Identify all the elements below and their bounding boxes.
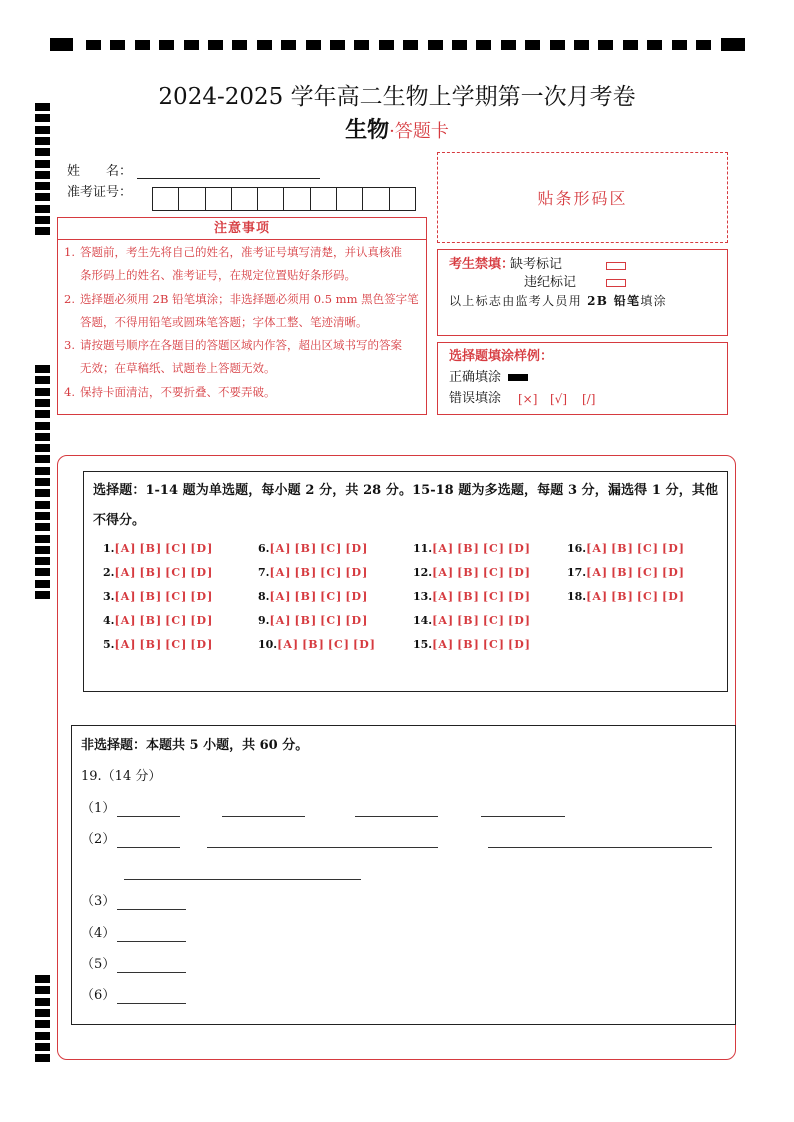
answer-line[interactable] — [124, 879, 361, 880]
option-bubble-d[interactable]: [D] — [345, 614, 369, 627]
part-2-label: （2） — [81, 832, 116, 847]
option-bubble-b[interactable]: [B] — [457, 638, 480, 651]
timing-mark — [35, 489, 50, 497]
option-bubble-c[interactable]: [C] — [165, 590, 188, 603]
option-bubble-c[interactable]: [C] — [636, 566, 659, 579]
answer-line[interactable] — [117, 972, 186, 973]
barcode-area-label: 贴条形码区 — [537, 189, 628, 208]
option-bubble-d[interactable]: [D] — [507, 542, 531, 555]
option-bubble-c[interactable]: [C] — [320, 566, 343, 579]
exam-id-boxes — [152, 187, 416, 211]
timing-mark — [110, 40, 125, 50]
name-field[interactable] — [137, 178, 320, 179]
timing-mark — [35, 171, 50, 179]
timing-mark — [35, 376, 50, 384]
timing-mark — [35, 535, 50, 543]
timing-mark — [208, 40, 223, 50]
timing-mark — [35, 580, 50, 588]
option-bubble-b[interactable]: [B] — [294, 566, 318, 579]
question-number: 6. — [258, 542, 270, 555]
exam-id-digit-box[interactable] — [390, 188, 415, 210]
absent-mark-box — [606, 262, 626, 270]
answer-line[interactable] — [117, 816, 180, 817]
option-bubble-d[interactable]: [D] — [190, 566, 214, 579]
option-bubble-b[interactable]: [B] — [139, 542, 163, 555]
option-bubble-c[interactable]: [C] — [636, 542, 659, 555]
option-bubble-b[interactable]: [B] — [294, 614, 318, 627]
answer-line[interactable] — [117, 1003, 186, 1004]
exam-id-digit-box[interactable] — [311, 188, 337, 210]
timing-mark — [721, 38, 745, 51]
option-bubble-c[interactable]: [C] — [320, 542, 343, 555]
timing-mark — [35, 216, 50, 224]
timing-mark — [232, 40, 247, 50]
timing-mark — [403, 40, 418, 50]
card-subtitle — [0, 116, 794, 146]
timing-mark — [35, 422, 50, 430]
timing-mark — [35, 975, 50, 983]
option-bubble-d[interactable]: [D] — [352, 638, 376, 651]
timing-mark — [159, 40, 174, 50]
answer-line[interactable] — [207, 847, 438, 848]
part-4-label: （4） — [81, 926, 116, 941]
timing-mark — [35, 455, 50, 463]
timing-mark — [330, 40, 345, 50]
exam-id-digit-box[interactable] — [232, 188, 258, 210]
timing-mark — [35, 433, 50, 441]
wrong-fill-check: [√] — [550, 392, 568, 406]
notice-item-text: 保持卡面清洁，不要折叠、不要弄破。 — [80, 384, 276, 399]
timing-mark — [35, 1009, 50, 1017]
exam-id-digit-box[interactable] — [206, 188, 232, 210]
option-bubble-a[interactable]: [A] — [114, 638, 137, 651]
option-bubble-a[interactable]: [A] — [269, 614, 292, 627]
option-bubble-b[interactable]: [B] — [457, 566, 480, 579]
option-bubble-d[interactable]: [D] — [507, 566, 531, 579]
question-19-header: 19.（14 分） — [81, 769, 162, 784]
option-bubble-a[interactable]: [A] — [269, 566, 292, 579]
answer-line[interactable] — [117, 847, 180, 848]
option-bubble-c[interactable]: [C] — [482, 590, 505, 603]
option-bubble-d[interactable]: [D] — [190, 638, 214, 651]
question-number: 7. — [258, 566, 270, 579]
fill-sample-panel — [437, 342, 728, 415]
notice-item-text: 无效；在草稿纸、试题卷上答题无效。 — [80, 361, 276, 376]
answer-line[interactable] — [481, 816, 565, 817]
question-number: 3. — [103, 590, 115, 603]
option-bubble-b[interactable]: [B] — [457, 542, 480, 555]
mcq-question-4 — [103, 614, 216, 628]
timing-mark — [35, 410, 50, 418]
timing-mark — [35, 512, 50, 520]
timing-mark — [35, 399, 50, 407]
free-response-instruction: 非选择题：本题共 5 小题，共 60 分。 — [81, 738, 309, 753]
option-bubble-b[interactable]: [B] — [611, 590, 634, 603]
proctor-note-text: 以上标志由监考人员用 — [449, 294, 583, 308]
option-bubble-b[interactable]: [B] — [294, 542, 318, 555]
timing-mark — [428, 40, 443, 50]
notice-panel — [57, 217, 427, 415]
option-bubble-c[interactable]: [C] — [320, 614, 343, 627]
violation-mark-label: 违纪标记 — [524, 275, 577, 290]
exam-title: 2024-2025 学年高二生物上学期第一次月考卷 — [158, 84, 636, 110]
option-bubble-b[interactable]: [B] — [611, 542, 634, 555]
timing-mark — [379, 40, 394, 50]
exam-id-digit-box[interactable] — [363, 188, 389, 210]
option-bubble-a[interactable]: [A] — [432, 638, 455, 651]
timing-mark — [35, 182, 50, 190]
mcq-question-6 — [258, 542, 371, 556]
timing-mark — [35, 998, 50, 1006]
option-bubble-d[interactable]: [D] — [190, 614, 214, 627]
notice-item-line — [64, 381, 422, 404]
timing-mark — [35, 388, 50, 396]
timing-mark — [35, 523, 50, 531]
option-bubble-d[interactable]: [D] — [190, 590, 214, 603]
timing-mark — [135, 40, 150, 50]
option-bubble-a[interactable]: [A] — [114, 566, 137, 579]
proctor-title: 考生禁填： — [449, 257, 515, 272]
notice-list — [64, 241, 422, 404]
timing-mark — [574, 40, 589, 50]
option-bubble-c[interactable]: [C] — [327, 638, 350, 651]
mcq-question-16 — [567, 542, 688, 556]
option-bubble-a[interactable]: [A] — [432, 614, 455, 627]
timing-mark — [86, 40, 101, 50]
timing-mark — [306, 40, 321, 50]
notice-item-line — [64, 357, 422, 380]
mcq-question-18 — [567, 590, 688, 604]
timing-mark — [501, 40, 516, 50]
option-bubble-a[interactable]: [A] — [432, 590, 455, 603]
notice-item-number: 3. — [64, 338, 75, 353]
timing-mark — [35, 546, 50, 554]
mcq-question-7 — [258, 566, 371, 580]
option-bubble-a[interactable]: [A] — [432, 542, 455, 555]
question-number: 12. — [413, 566, 433, 579]
notice-item-line — [64, 288, 422, 311]
wrong-fill-label: 错误填涂 — [449, 391, 502, 406]
fill-sample-title: 选择题填涂样例： — [449, 349, 554, 364]
option-bubble-a[interactable]: [A] — [269, 590, 292, 603]
option-bubble-b[interactable]: [B] — [139, 566, 163, 579]
timing-mark — [476, 40, 491, 50]
notice-item-line — [64, 241, 422, 264]
question-number: 13. — [413, 590, 433, 603]
answer-line[interactable] — [222, 816, 305, 817]
answer-line[interactable] — [117, 941, 186, 942]
mcq-question-10 — [258, 638, 379, 652]
question-number: 1. — [103, 542, 115, 555]
notice-item-number: 2. — [64, 291, 75, 306]
mcq-question-3 — [103, 590, 216, 604]
timing-mark — [35, 227, 50, 235]
timing-mark — [35, 986, 50, 994]
proctor-note-text-end: 填涂 — [640, 294, 667, 308]
timing-mark — [35, 557, 50, 565]
multiple-choice-section — [83, 471, 728, 692]
option-bubble-a[interactable]: [A] — [114, 590, 137, 603]
option-bubble-a[interactable]: [A] — [114, 614, 137, 627]
exam-id-digit-box[interactable] — [153, 188, 179, 210]
violation-mark-box — [606, 279, 626, 287]
question-number: 9. — [258, 614, 270, 627]
timing-mark — [623, 40, 638, 50]
mcq-question-17 — [567, 566, 688, 580]
mcq-question-9 — [258, 614, 371, 628]
correct-fill-sample — [508, 374, 528, 381]
notice-item-text: 选择题必须用 2B 铅笔填涂；非选择题必须用 0.5 mm 黑色签字笔 — [80, 291, 419, 306]
option-bubble-d[interactable]: [D] — [661, 566, 685, 579]
exam-id-digit-box[interactable] — [284, 188, 310, 210]
notice-item-line — [64, 334, 422, 357]
option-bubble-c[interactable]: [C] — [482, 566, 505, 579]
name-label: 姓 名： — [67, 164, 133, 179]
option-bubble-d[interactable]: [D] — [661, 542, 685, 555]
timing-mark — [696, 40, 711, 50]
option-bubble-d[interactable]: [D] — [507, 638, 531, 651]
option-bubble-c[interactable]: [C] — [482, 614, 505, 627]
timing-mark — [550, 40, 565, 50]
notice-title: 注意事项 — [58, 218, 426, 240]
question-number: 5. — [103, 638, 115, 651]
timing-mark — [35, 1054, 50, 1062]
option-bubble-d[interactable]: [D] — [507, 614, 531, 627]
option-bubble-a[interactable]: [A] — [586, 590, 609, 603]
timing-mark — [35, 568, 50, 576]
option-bubble-b[interactable]: [B] — [302, 638, 325, 651]
proctor-panel — [437, 249, 728, 336]
timing-mark — [35, 1032, 50, 1040]
exam-id-digit-box[interactable] — [337, 188, 363, 210]
timing-mark — [35, 205, 50, 213]
option-bubble-c[interactable]: [C] — [320, 590, 343, 603]
question-number: 4. — [103, 614, 115, 627]
timing-mark — [257, 40, 272, 50]
question-number: 17. — [567, 566, 587, 579]
option-bubble-b[interactable]: [B] — [457, 614, 480, 627]
timing-mark — [672, 40, 687, 50]
mcq-question-13 — [413, 590, 534, 604]
option-bubble-d[interactable]: [D] — [190, 542, 214, 555]
notice-item-line — [64, 264, 422, 287]
absent-mark-label: 缺考标记 — [510, 257, 563, 272]
timing-mark — [35, 1020, 50, 1028]
part-3-label: （3） — [81, 894, 116, 909]
timing-mark — [354, 40, 369, 50]
option-bubble-a[interactable]: [A] — [114, 542, 137, 555]
question-number: 18. — [567, 590, 587, 603]
part-5-label: （5） — [81, 957, 116, 972]
timing-mark — [184, 40, 199, 50]
option-bubble-d[interactable]: [D] — [345, 542, 369, 555]
question-number: 14. — [413, 614, 433, 627]
timing-mark — [35, 1043, 50, 1051]
timing-mark — [35, 467, 50, 475]
timing-mark — [35, 148, 50, 156]
timing-mark — [35, 444, 50, 452]
notice-item-text: 答题，不得用铅笔或圆珠笔答题；字体工整、笔迹清晰。 — [80, 314, 368, 329]
option-bubble-b[interactable]: [B] — [139, 638, 163, 651]
notice-item-text: 答题前，考生先将自己的姓名，准考证号填写清楚，并认真核准 — [80, 245, 402, 259]
mcq-question-8 — [258, 590, 371, 604]
timing-mark — [50, 38, 73, 51]
mcq-question-2 — [103, 566, 216, 580]
notice-item-number: 4. — [64, 384, 75, 399]
question-number: 8. — [258, 590, 270, 603]
notice-item-text: 条形码上的姓名、准考证号，在规定位置贴好条形码。 — [80, 268, 356, 283]
wrong-fill-slash: [/] — [582, 392, 596, 406]
answer-line[interactable] — [117, 909, 186, 910]
mcq-question-12 — [413, 566, 534, 580]
option-bubble-a[interactable]: [A] — [269, 542, 292, 555]
mcq-question-1 — [103, 542, 216, 556]
option-bubble-d[interactable]: [D] — [661, 590, 685, 603]
question-number: 2. — [103, 566, 115, 579]
question-number: 15. — [413, 638, 433, 651]
answer-line[interactable] — [488, 847, 712, 848]
mcq-instruction: 选择题：1-14 题为单选题，每小题 2 分，共 28 分。15-18 题为多选题，每题 3 分，漏选得 1 分，其他不得分。 — [93, 483, 718, 528]
correct-fill-label: 正确填涂 — [449, 370, 502, 385]
mcq-question-14 — [413, 614, 534, 628]
question-number: 10. — [258, 638, 278, 651]
option-bubble-a[interactable]: [A] — [586, 542, 609, 555]
exam-id-digit-box[interactable] — [179, 188, 205, 210]
exam-id-label: 准考证号： — [67, 185, 133, 200]
option-bubble-c[interactable]: [C] — [482, 542, 505, 555]
option-bubble-d[interactable]: [D] — [507, 590, 531, 603]
option-bubble-d[interactable]: [D] — [345, 590, 369, 603]
option-bubble-a[interactable]: [A] — [277, 638, 300, 651]
timing-mark — [452, 40, 467, 50]
mcq-question-5 — [103, 638, 216, 652]
option-bubble-b[interactable]: [B] — [139, 590, 163, 603]
notice-item-line — [64, 311, 422, 334]
barcode-area — [437, 152, 728, 243]
card-type: ·答题卡 — [389, 121, 449, 142]
timing-mark — [525, 40, 540, 50]
option-bubble-c[interactable]: [C] — [165, 566, 188, 579]
option-bubble-a[interactable]: [A] — [432, 566, 455, 579]
timing-mark — [281, 40, 296, 50]
option-bubble-d[interactable]: [D] — [345, 566, 369, 579]
timing-mark — [35, 478, 50, 486]
exam-id-digit-box[interactable] — [258, 188, 284, 210]
option-bubble-c[interactable]: [C] — [482, 638, 505, 651]
option-bubble-b[interactable]: [B] — [294, 590, 318, 603]
proctor-note — [449, 293, 667, 309]
option-bubble-c[interactable]: [C] — [165, 542, 188, 555]
part-6-label: （6） — [81, 988, 116, 1003]
timing-mark — [598, 40, 613, 50]
free-response-section — [71, 725, 736, 1025]
part-1-label: （1） — [81, 801, 116, 816]
question-number: 16. — [567, 542, 587, 555]
option-bubble-b[interactable]: [B] — [139, 614, 163, 627]
question-number: 11. — [413, 542, 433, 555]
timing-mark — [35, 501, 50, 509]
option-bubble-a[interactable]: [A] — [586, 566, 609, 579]
timing-mark — [35, 591, 50, 599]
option-bubble-b[interactable]: [B] — [611, 566, 634, 579]
proctor-note-emphasis: 2B 铅笔 — [587, 294, 641, 308]
timing-mark — [35, 365, 50, 373]
option-bubble-c[interactable]: [C] — [636, 590, 659, 603]
mcq-question-15 — [413, 638, 534, 652]
timing-mark — [35, 193, 50, 201]
option-bubble-c[interactable]: [C] — [165, 638, 188, 651]
timing-mark — [647, 40, 662, 50]
timing-mark — [35, 160, 50, 168]
answer-line[interactable] — [355, 816, 438, 817]
mcq-question-11 — [413, 542, 534, 556]
notice-item-number: 1. — [64, 245, 75, 259]
subject-name: 生物 — [345, 117, 390, 143]
wrong-fill-cross: [×] — [518, 392, 538, 406]
option-bubble-b[interactable]: [B] — [457, 590, 480, 603]
option-bubble-c[interactable]: [C] — [165, 614, 188, 627]
notice-item-text: 请按题号顺序在各题目的答题区域内作答，超出区域书写的答案 — [80, 338, 402, 353]
